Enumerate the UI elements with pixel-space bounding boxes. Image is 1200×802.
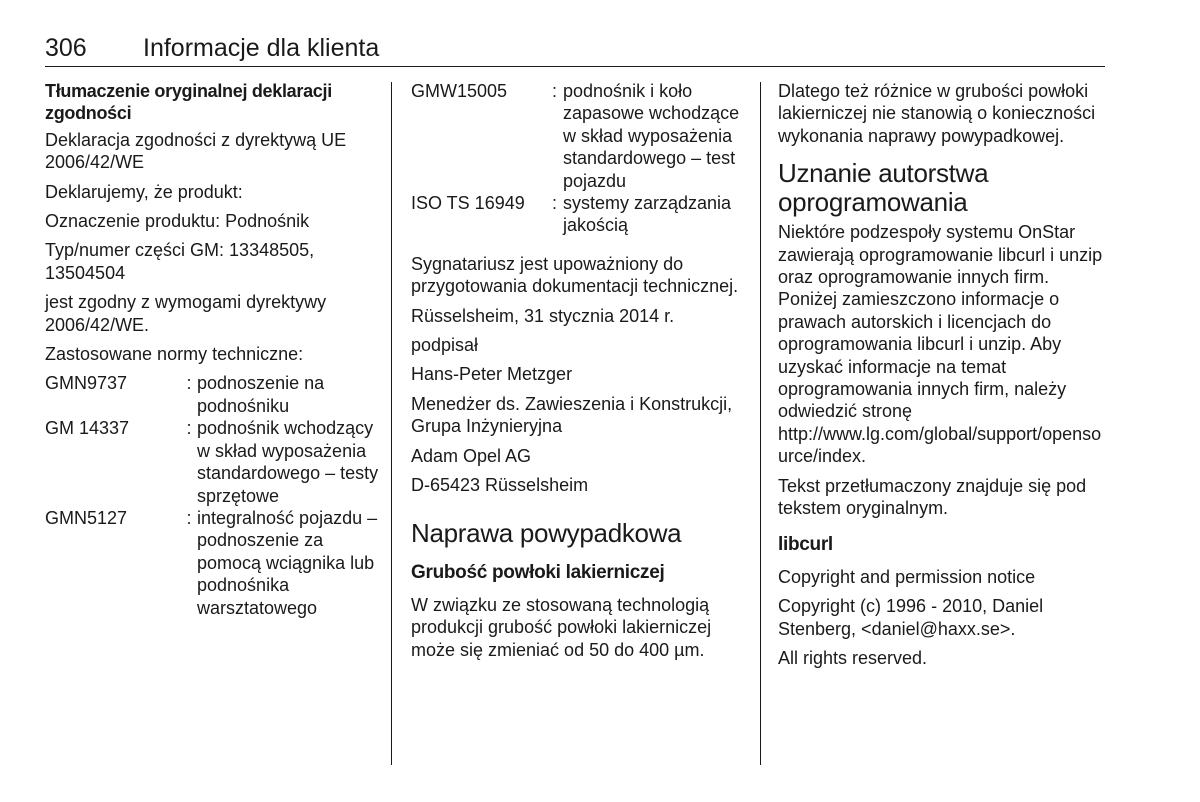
- paragraph: Rüsselsheim, 31 stycznia 2014 r.: [411, 305, 675, 326]
- declaration-heading: Tłumaczenie oryginalnej deklaracji zgodności: [45, 81, 332, 124]
- paragraph: podpisał: [411, 335, 479, 356]
- standard-separator: :: [551, 193, 557, 214]
- column-divider-right: [760, 82, 761, 765]
- paragraph: Hans-Peter Metzger: [411, 364, 573, 385]
- paragraph: Copyright and permission notice: [778, 566, 1036, 587]
- standard-description: systemy zarządzania jakością: [563, 193, 732, 236]
- standard-separator: :: [186, 418, 192, 439]
- column-divider-left: [391, 82, 392, 765]
- page-number: 306: [45, 34, 87, 62]
- standard-separator: :: [551, 81, 557, 101]
- paragraph: Typ/numer części GM: 13348505, 13504504: [45, 240, 315, 283]
- paragraph: All rights reserved.: [778, 648, 928, 669]
- page-title: Informacje dla klienta: [143, 34, 380, 62]
- standard-code: GMW15005: [411, 81, 508, 101]
- paragraph: Adam Opel AG: [411, 445, 532, 466]
- page-header: [45, 30, 1105, 67]
- column-left: [45, 80, 380, 626]
- paragraph: Sygnatariusz jest upoważniony do przygotowania dokumentacji technicznej.: [411, 253, 739, 297]
- section-heading: Naprawa powypadkowa: [411, 517, 682, 548]
- standards-list: [45, 372, 380, 618]
- paragraph: W związku ze stosowaną technologią produkcji grubość powłoki lakierniczej może się zmieniać od 50 do 400 µm.: [411, 594, 712, 660]
- paragraph: Tekst przetłumaczony znajduje się pod tekstem oryginalnym.: [778, 475, 1087, 519]
- paragraph: jest zgodny z wymogami dyrektywy 2006/42/WE.: [45, 292, 327, 335]
- paragraph: Deklarujemy, że produkt:: [45, 181, 243, 202]
- paragraph: Deklaracja zgodności z dyrektywą UE 2006/42/WE: [45, 129, 347, 173]
- subsection-heading: libcurl: [778, 533, 833, 555]
- column-middle: [411, 80, 751, 668]
- standard-description: podnośnik wchodzący w skład wyposażenia standardowego – testy sprzętowe: [197, 418, 379, 506]
- standard-code: GM 14337: [45, 418, 130, 439]
- paragraph: Niektóre podzespoły systemu OnStar zawierają oprogramowanie libcurl i unzip oraz oprogramowanie innych firm. Poniżej zamieszczono informacje o prawach autorskich i licencjach do oprogramowania libcurl i unzip. Aby uzyskać informacje na temat oprogramowania innych firm, należy odwiedzić stronę http://www.lg.com/global/support/opensource/index.: [778, 222, 1103, 467]
- section-heading: Uznanie autorstwa oprogramowania: [778, 158, 989, 218]
- standard-code: ISO TS 16949: [411, 193, 525, 214]
- standard-description: podnoszenie na podnośniku: [197, 373, 325, 416]
- paragraph: Zastosowane normy techniczne:: [45, 344, 304, 365]
- standard-row: [45, 507, 380, 619]
- standard-separator: :: [186, 373, 192, 394]
- standard-description: integralność pojazdu – podnoszenie za pomocą wciągnika lub podnośnika warsztatowego: [197, 507, 378, 618]
- standard-separator: :: [186, 507, 192, 528]
- standard-description: podnośnik i koło zapasowe wchodzące w skład wyposażenia standardowego – test pojazdu: [563, 81, 740, 191]
- standard-row: [411, 80, 751, 192]
- paragraph: Oznaczenie produktu: Podnośnik: [45, 211, 310, 232]
- paragraph: Copyright (c) 1996 - 2010, Daniel Stenberg, <daniel@haxx.se>.: [778, 596, 1044, 639]
- paragraph: Dlatego też różnice w grubości powłoki lakierniczej nie stanowią o konieczności wykonania naprawy powypadkowej.: [778, 81, 1096, 146]
- standards-list: [411, 80, 751, 237]
- standard-row: [45, 372, 380, 417]
- standard-row: [411, 192, 751, 237]
- paragraph: D-65423 Rüsselsheim: [411, 475, 589, 496]
- paragraph: Menedżer ds. Zawieszenia i Konstrukcji, Grupa Inżynieryjna: [411, 393, 733, 437]
- standard-code: GMN5127: [45, 507, 128, 528]
- subsection-heading: Grubość powłoki lakierniczej: [411, 561, 665, 583]
- standard-row: [45, 417, 380, 507]
- column-right: [778, 80, 1108, 677]
- standard-code: GMN9737: [45, 373, 128, 394]
